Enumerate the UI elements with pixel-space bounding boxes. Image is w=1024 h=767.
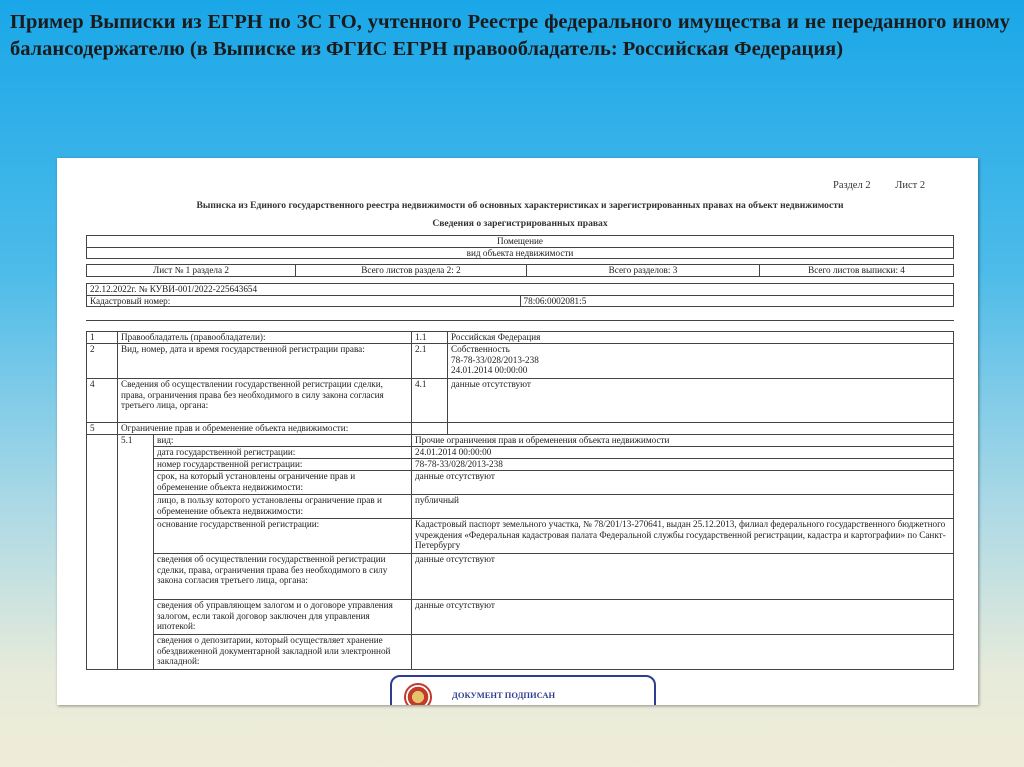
- stamp-text: ДОКУМЕНТ ПОДПИСАН: [452, 690, 556, 700]
- row-subnumber: 4.1: [412, 379, 448, 423]
- restriction-label: вид:: [154, 435, 412, 447]
- row-value: [448, 344, 954, 379]
- total-sheets-section: Всего листов раздела 2: 2: [296, 265, 527, 277]
- document-subheading: Сведения о зарегистрированных правах: [432, 218, 608, 229]
- document-heading: Выписка из Единого государственного реестра недвижимости об основных характеристиках и зарегистрированных правах на объект недвижимости: [196, 200, 844, 211]
- row-label: Ограничение прав и обременение объекта недвижимости:: [118, 423, 412, 435]
- row-subnumber: 1.1: [412, 332, 448, 344]
- restriction-label: срок, на который установлены ограничение прав и обременение объекта недвижимости:: [154, 471, 412, 495]
- slide-title: Пример Выписки из ЕГРН по ЗС ГО, учтенного Реестре федерального имущества и не переданного иному балансодержателю (в Выписке из ФГИС ЕГРН правообладатель: Российская Федерация): [10, 11, 1010, 60]
- cadastral-number-label: Кадастровый номер:: [87, 295, 521, 307]
- restriction-value: Прочие ограничения прав и обременения объекта недвижимости: [412, 435, 954, 447]
- restriction-value: Кадастровый паспорт земельного участка, № 78/201/13-270641, выдан 25.12.2013, филиал федерального государственного бюджетного учреждения «Федеральная кадастровая палата Федеральной службы государственной регистрации, кадастра и картографии» по Санкт-Петербургу: [412, 519, 954, 554]
- restriction-value: данные отсутствуют: [412, 600, 954, 635]
- restriction-label: номер государственной регистрации:: [154, 459, 412, 471]
- section-label: Раздел 2: [833, 180, 871, 191]
- restriction-value: [412, 635, 954, 670]
- row-value: данные отсутствуют: [448, 379, 954, 423]
- row-number: [87, 435, 118, 670]
- sheet-of-section: Лист № 1 раздела 2: [87, 265, 296, 277]
- table-row: [87, 600, 954, 635]
- row-label: Вид, номер, дата и время государственной регистрации права:: [118, 344, 412, 379]
- restriction-label: лицо, в пользу которого установлены ограничение прав и обременение объекта недвижимости:: [154, 495, 412, 519]
- rights-table: [86, 331, 954, 670]
- restriction-value: 24.01.2014 00:00:00: [412, 447, 954, 459]
- object-type-table: [86, 235, 954, 259]
- section-sheet-header: [833, 180, 925, 191]
- registration-date: 24.01.2014 00:00:00: [451, 365, 528, 375]
- total-sections: Всего разделов: 3: [527, 265, 760, 277]
- row-number: 4: [87, 379, 118, 423]
- row-value: Российская Федерация: [448, 332, 954, 344]
- row-number: 2: [87, 344, 118, 379]
- row-subnumber: 2.1: [412, 344, 448, 379]
- table-row: [87, 459, 954, 471]
- table-row: [87, 379, 954, 423]
- row-value: [448, 423, 954, 435]
- sheet-label: Лист 2: [895, 180, 926, 191]
- coat-of-arms-icon: [404, 683, 432, 705]
- divider: [86, 320, 954, 321]
- table-row: [87, 332, 954, 344]
- restriction-value: данные отсутствуют: [412, 554, 954, 600]
- row-number: 1: [87, 332, 118, 344]
- object-type-caption: вид объекта недвижимости: [87, 247, 954, 259]
- right-type: Собственность: [451, 344, 510, 354]
- signature-stamp: [390, 675, 656, 705]
- row-label: Сведения об осуществлении государственной регистрации сделки, права, ограничения права без необходимого в силу закона согласия третьего лица, органа:: [118, 379, 412, 423]
- restriction-label: сведения об управляющем залогом и о договоре управления залогом, если такой договор заключен для управления ипотекой:: [154, 600, 412, 635]
- restriction-value: данные отсутствуют: [412, 471, 954, 495]
- egrn-extract-document: [57, 158, 978, 705]
- total-sheets-extract: Всего листов выписки: 4: [760, 265, 954, 277]
- restriction-value: 78-78-33/028/2013-238: [412, 459, 954, 471]
- table-row: [87, 635, 954, 670]
- table-row: [87, 344, 954, 379]
- row-number: 5: [87, 423, 118, 435]
- table-row: [87, 554, 954, 600]
- restriction-label: сведения об осуществлении государственной регистрации сделки, права, ограничения права без необходимого в силу закона согласия третьего лица, органа:: [154, 554, 412, 600]
- ident-table: [86, 283, 954, 307]
- restriction-label: дата государственной регистрации:: [154, 447, 412, 459]
- sheets-info-table: [86, 264, 954, 277]
- cadastral-number-value: 78:06:0002081:5: [520, 295, 954, 307]
- restriction-label: основание государственной регистрации:: [154, 519, 412, 554]
- restriction-label: сведения о депозитарии, который осуществляет хранение обездвиженной документарной закладной или электронной закладной:: [154, 635, 412, 670]
- extract-date-number: 22.12.2022г. № КУВИ-001/2022-225643654: [87, 284, 954, 296]
- table-row: [87, 435, 954, 447]
- row-label: Правообладатель (правообладатели):: [118, 332, 412, 344]
- registration-number: 78-78-33/028/2013-238: [451, 354, 539, 365]
- table-row: [87, 447, 954, 459]
- restriction-subnumber: 5.1: [118, 435, 154, 670]
- table-row: [87, 471, 954, 495]
- table-row: [87, 519, 954, 554]
- row-subnumber: [412, 423, 448, 435]
- restriction-value: публичный: [412, 495, 954, 519]
- object-type-value: Помещение: [87, 236, 954, 248]
- table-row: [87, 423, 954, 435]
- table-row: [87, 495, 954, 519]
